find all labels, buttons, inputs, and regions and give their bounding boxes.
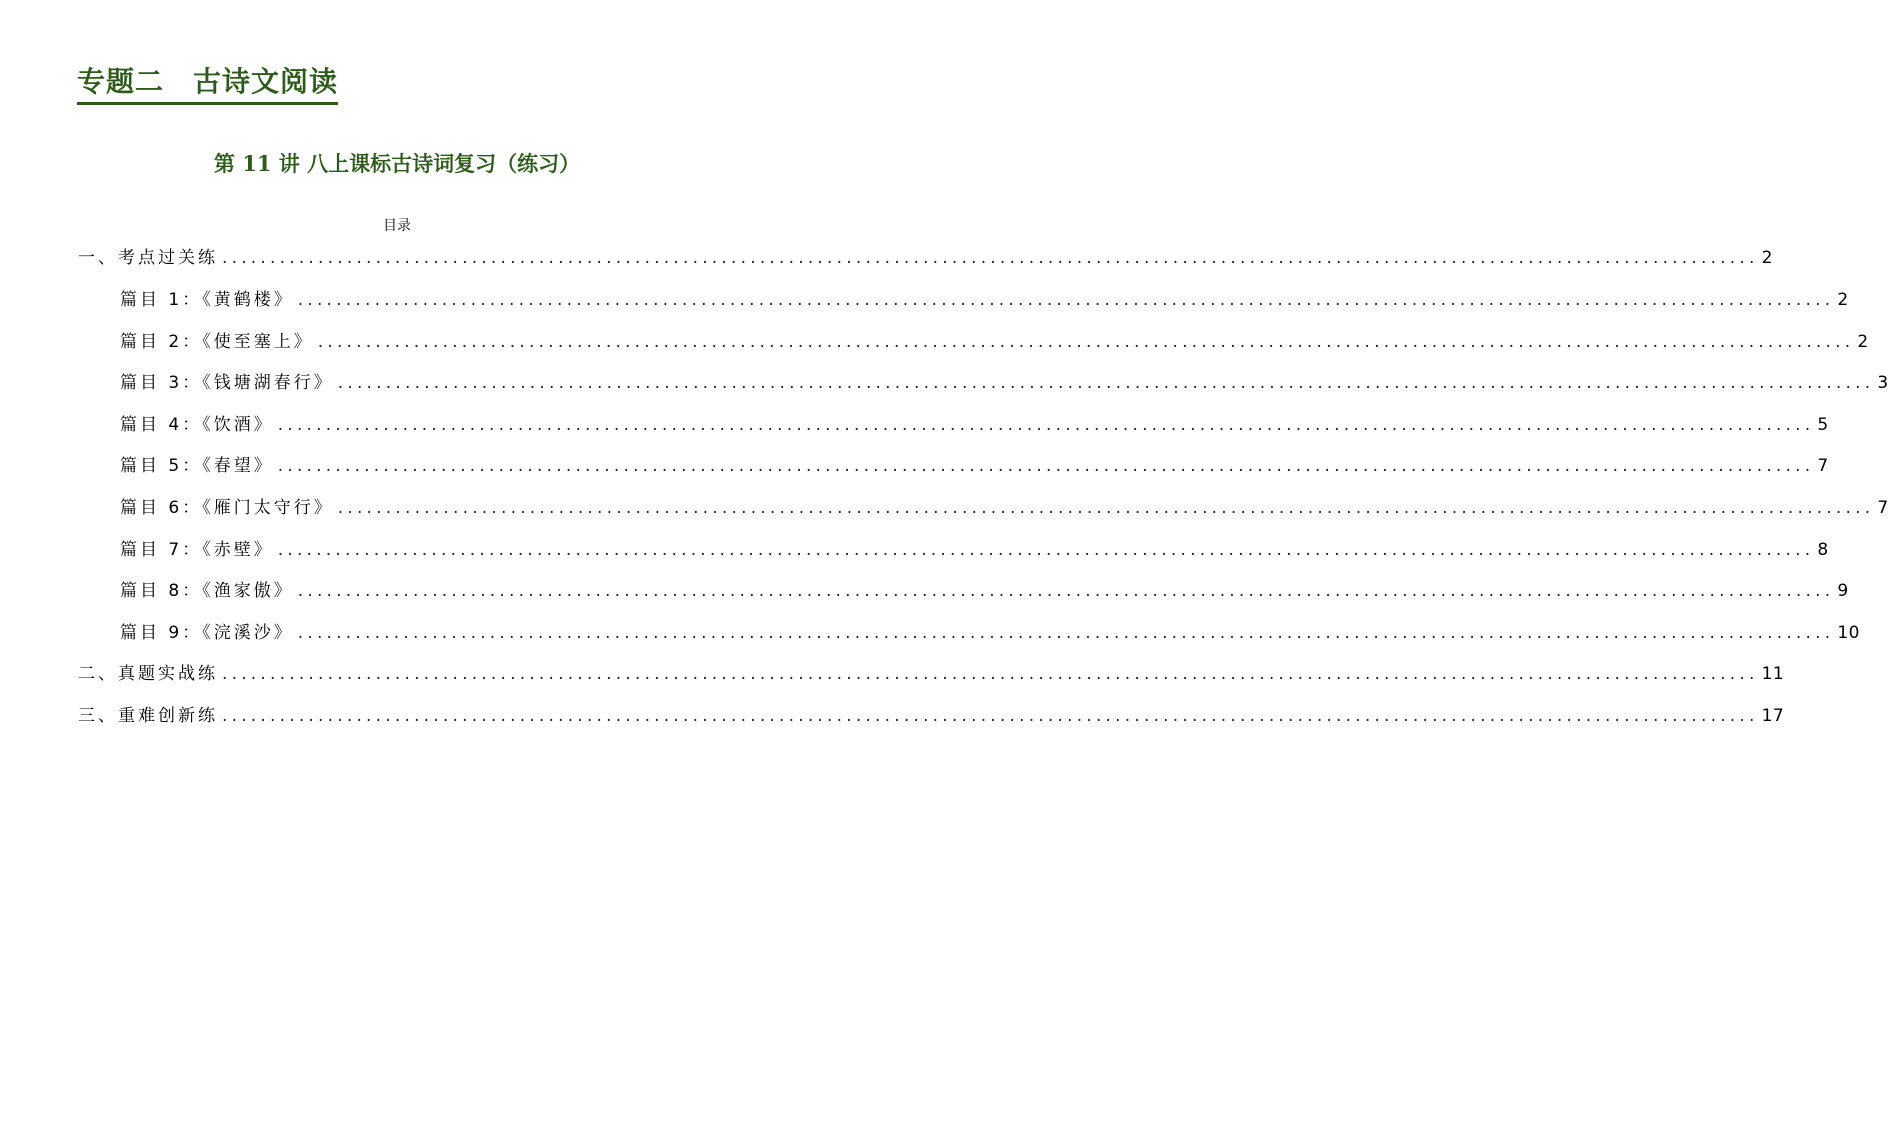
lecture-title: 第 11 讲 八上课标古诗词复习（练习） bbox=[213, 151, 581, 176]
toc-entry-label: 篇目 8：《渔家傲》 bbox=[120, 581, 294, 601]
toc-entry-label: 二、真题实战练 bbox=[78, 664, 218, 684]
toc-entry-label: 篇目 9：《浣溪沙》 bbox=[120, 623, 294, 643]
toc-entry[interactable] bbox=[78, 661, 1785, 687]
toc-entry-label: 三、重难创新练 bbox=[78, 706, 218, 726]
toc-leader-dots: ................................................................................................................................................................ bbox=[277, 415, 1815, 435]
toc-entry-page: 2 bbox=[1837, 290, 1849, 310]
toc-leader-dots: ................................................................................................................................................................ bbox=[277, 456, 1815, 476]
toc-entry-label: 篇目 4：《饮酒》 bbox=[120, 415, 274, 435]
toc-leader-dots: ................................................................................................................................................................ bbox=[297, 581, 1835, 601]
toc-entry-label: 篇目 3：《钱塘湖春行》 bbox=[120, 373, 334, 393]
toc-entry-page: 2 bbox=[1857, 332, 1869, 352]
toc-entry-page: 10 bbox=[1837, 623, 1860, 643]
toc-entry-label: 篇目 2：《使至塞上》 bbox=[120, 332, 314, 352]
toc-leader-dots: ................................................................................................................................................................ bbox=[297, 290, 1835, 310]
toc-entry-page: 9 bbox=[1837, 581, 1849, 601]
toc-entry[interactable] bbox=[120, 287, 1849, 313]
toc-entry-page: 11 bbox=[1761, 664, 1785, 684]
toc-heading: 目录 bbox=[383, 218, 411, 234]
toc-entry-page: 7 bbox=[1817, 456, 1829, 476]
toc-entry[interactable] bbox=[120, 620, 1860, 646]
toc-leader-dots: ................................................................................................................................................................ bbox=[317, 332, 1855, 352]
toc-leader-dots: ................................................................................................................................................................ bbox=[222, 706, 1759, 726]
toc-entry-page: 5 bbox=[1817, 415, 1829, 435]
toc-entry-page: 8 bbox=[1817, 540, 1829, 560]
toc-leader-dots: ................................................................................................................................................................ bbox=[297, 623, 1835, 643]
toc-entry[interactable] bbox=[120, 329, 1869, 355]
toc-leader-dots: ................................................................................................................................................................ bbox=[222, 248, 1759, 268]
topic-title: 专题二 古诗文阅读 bbox=[77, 62, 338, 105]
toc-leader-dots: ................................................................................................................................................................ bbox=[277, 540, 1815, 560]
toc-entry[interactable] bbox=[120, 495, 1889, 521]
toc-entry-label: 一、考点过关练 bbox=[78, 248, 218, 268]
toc-entry-label: 篇目 1：《黄鹤楼》 bbox=[120, 290, 294, 310]
toc-entry-page: 7 bbox=[1877, 498, 1889, 518]
toc-entry[interactable] bbox=[78, 703, 1785, 729]
toc-leader-dots: ................................................................................................................................................................ bbox=[337, 498, 1875, 518]
toc-leader-dots: ................................................................................................................................................................ bbox=[222, 664, 1759, 684]
toc-entry-label: 篇目 6：《雁门太守行》 bbox=[120, 498, 334, 518]
toc-entry[interactable] bbox=[78, 245, 1773, 271]
toc-entry[interactable] bbox=[120, 537, 1829, 563]
toc-entry[interactable] bbox=[120, 412, 1829, 438]
toc-entry-page: 3 bbox=[1877, 373, 1889, 393]
toc-entry[interactable] bbox=[120, 370, 1889, 396]
toc-entry-label: 篇目 5：《春望》 bbox=[120, 456, 274, 476]
toc-leader-dots: ................................................................................................................................................................ bbox=[337, 373, 1875, 393]
toc-entry-label: 篇目 7：《赤壁》 bbox=[120, 540, 274, 560]
toc-entry-page: 17 bbox=[1761, 706, 1785, 726]
toc-entry[interactable] bbox=[120, 578, 1849, 604]
toc-entry[interactable] bbox=[120, 453, 1829, 479]
toc-entry-page: 2 bbox=[1761, 248, 1773, 268]
